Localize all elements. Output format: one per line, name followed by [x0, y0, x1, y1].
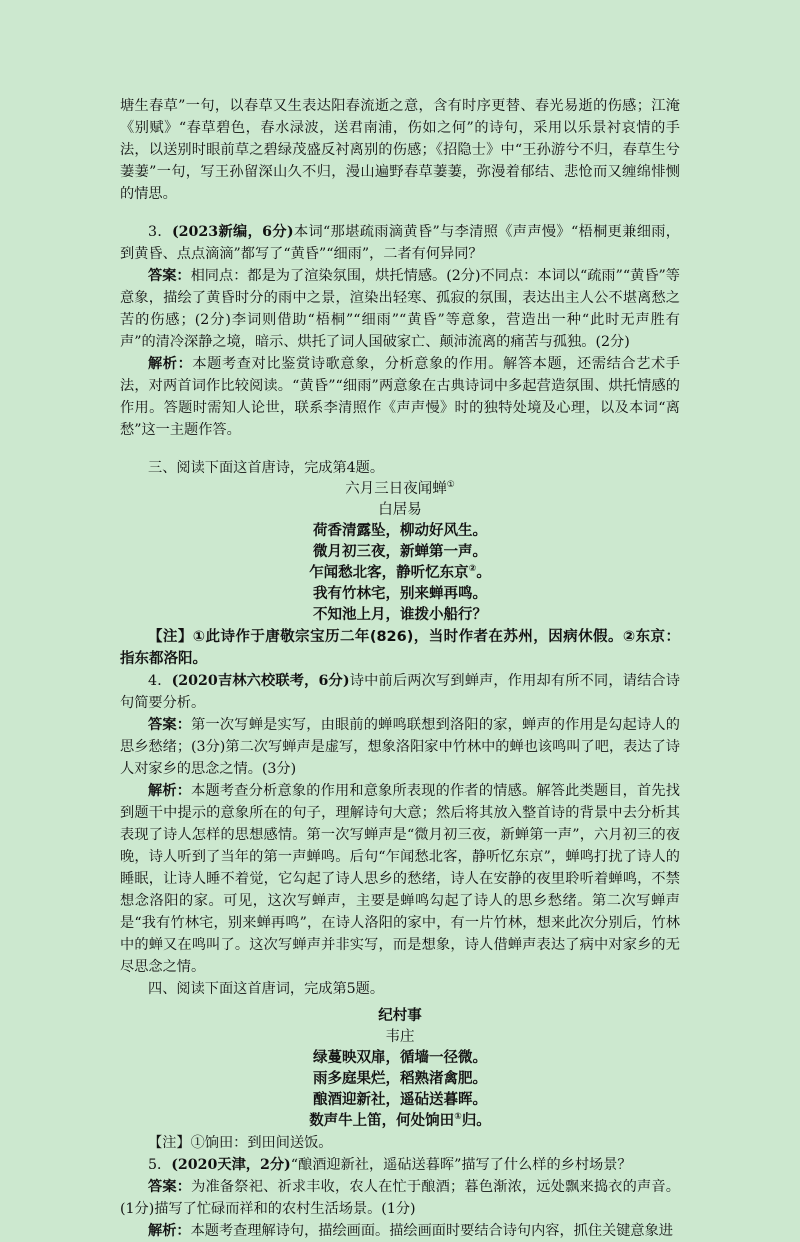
poem-title: 纪村事	[378, 1008, 422, 1024]
analysis-label: 解析：	[148, 783, 192, 799]
question-source: (2020天津，2分)	[171, 1157, 291, 1173]
question-4	[120, 670, 680, 714]
poem-note-2: 【注】①饷田：到田间送饭。	[148, 1135, 333, 1151]
answer-label: 答案：	[148, 717, 192, 733]
question-text: “酿酒迎新社，遥砧送暮晖”描写了什么样的乡村场景？	[290, 1157, 632, 1173]
answer-label: 答案：	[148, 268, 191, 284]
question-number: 5．	[148, 1157, 172, 1173]
analysis-label: 解析：	[148, 1223, 191, 1239]
analysis-text: 本题考查分析意象的作用和意象所表现的作者的情感。解答此类题目，首先找到题干中提示的意象所在的句子，理解诗句大意；然后将其放入整首诗的背景中去分析其表现了诗人怎样的思想感情。第一次写蝉声是“微月初三夜，新蝉第一声”，六月初三的夜晚，诗人听到了当年的第一声蝉鸣。后句“乍闻愁北客，静听忆东京”，蝉鸣打扰了诗人的睡眠，让诗人睡不着觉，它勾起了诗人思乡的愁绪，诗人在安静的夜里聆听着蝉鸣，不禁想念洛阳的家。可见，这次写蝉声，主要是蝉鸣勾起了诗人的思乡愁绪。第二次写蝉声是“我有竹林宅，别来蝉再鸣”，在诗人洛阳的家中，有一片竹林，想来此次分别后，竹林中的蝉又在鸣叫了。这次写蝉声并非实写，而是想象，诗人借蝉声表达了病中对家乡的无尽思念之情。	[120, 783, 680, 975]
poem-note-1: 【注】①此诗作于唐敬宗宝历二年(826)，当时作者在苏州，因病休假。②东京：指东都洛阳。	[120, 629, 680, 667]
answer-label: 答案：	[148, 1179, 192, 1195]
question-source: (2023新编，6分)	[171, 224, 294, 240]
question-5	[120, 1154, 680, 1176]
analysis-4	[120, 780, 680, 978]
poem-line: 酿酒迎新社，遥砧送暮晖。	[313, 1092, 487, 1108]
poem-line: 不知池上月，谁拨小船行？	[313, 607, 487, 623]
question-text: 本词“那堪疏雨滴黄昏”与李清照《声声慢》“梧桐更兼细雨，到黄昏、点点滴滴”都写了“黄昏”“细雨”，二者有何异同？	[120, 224, 680, 262]
poem-2	[120, 1006, 680, 1132]
question-number: 3．	[148, 224, 172, 240]
analysis-label: 解析：	[148, 356, 193, 372]
answer-5	[120, 1176, 680, 1220]
answer-text: 第一次写蝉是实写，由眼前的蝉鸣联想到洛阳的家，蝉声的作用是勾起诗人的思乡愁绪；(3分)第二次写蝉声是虚写，想象洛阳家中竹林中的蝉也该鸣叫了吧，表达了诗人对家乡的思念之情。(3分)	[120, 717, 680, 777]
poem-line: 雨多庭果烂，稻熟渚禽肥。	[313, 1071, 487, 1087]
analysis-3	[120, 353, 680, 441]
footnote-mark: ②	[468, 564, 477, 575]
answer-3	[120, 265, 680, 353]
analysis-text: 本题考查对比鉴赏诗歌意象，分析意象的作用。解答本题，还需结合艺术手法，对两首词作比较阅读。“黄昏”“细雨”两意象在古典诗词中多起营造氛围、烘托情感的作用。答题时需知人论世，联系李清照作《声声慢》时的独特处境及心理，以及本词“离愁”这一主题作答。	[120, 356, 680, 438]
question-3	[120, 221, 680, 265]
question-text: 诗中前后两次写到蝉声，作用却有所不同，请结合诗句简要分析。	[120, 673, 680, 711]
poem-line: 微月初三夜，新蝉第一声。	[313, 544, 487, 560]
footnote-mark: ①	[454, 1112, 462, 1123]
question-source: (2020吉林六校联考，6分)	[171, 673, 350, 689]
poem-author: 韦庄	[385, 1029, 415, 1045]
poem-title: 六月三日夜闻蝉①	[345, 480, 455, 497]
answer-4	[120, 714, 680, 780]
poem-line: 我有竹林宅，别来蝉再鸣。	[313, 586, 487, 602]
poem-author: 白居易	[378, 502, 422, 518]
poem-line: 荷香清露坠，柳动好风生。	[313, 523, 487, 539]
intro-paragraph: 塘生春草”一句，以春草又生表达阳春流逝之意，含有时序更替、春光易逝的伤感；江淹《别赋》“春草碧色，春水渌波，送君南浦，伤如之何”的诗句，采用以乐景衬哀情的手法，以送别时眼前草之碧绿茂盛反衬离别的伤感；《招隐士》中“王孙游兮不归，春草生兮萋萋”一句，写王孙留深山久不归，漫山遍野春草萋萋，弥漫着郁结、悲怆而又缠绵悱恻的情思。	[120, 98, 680, 202]
poem-line: 乍闻愁北客，静听忆东京②。	[309, 564, 491, 581]
answer-text: 相同点：都是为了渲染氛围，烘托情感。(2分)不同点：本词以“疏雨”“黄昏”等意象，描绘了黄昏时分的雨中之景，渲染出轻寒、孤寂的氛围，表达出主人公不堪离愁之苦的伤感；(2分)李词则借助“梧桐”“细雨”“黄昏”等意象，营造出一种“此时无声胜有声”的清冷深静之境，暗示、烘托了词人国破家亡、颠沛流离的痛苦与孤独。(2分)	[120, 268, 680, 350]
footnote-mark: ①	[446, 480, 455, 491]
question-number: 4．	[148, 673, 172, 689]
section-heading-4: 四、阅读下面这首唐词，完成第5题。	[148, 981, 385, 997]
section-heading-3: 三、阅读下面这首唐诗，完成第4题。	[148, 460, 385, 476]
analysis-text: 本题考查理解诗句，描绘画面。描绘画面时要结合诗句内容，抓住关键意象进	[190, 1223, 673, 1239]
answer-text: 为准备祭祀、祈求丰收，农人在忙于酿酒；暮色渐浓，远处飘来捣衣的声音。(1分)描写了忙碌而祥和的农村生活场景。(1分)	[120, 1179, 680, 1217]
poem-1	[120, 479, 680, 626]
analysis-5	[120, 1220, 680, 1242]
poem-line: 数声牛上笛，何处饷田①归。	[309, 1112, 491, 1129]
poem-line: 绿蔓映双扉，循墙一径微。	[313, 1050, 487, 1066]
